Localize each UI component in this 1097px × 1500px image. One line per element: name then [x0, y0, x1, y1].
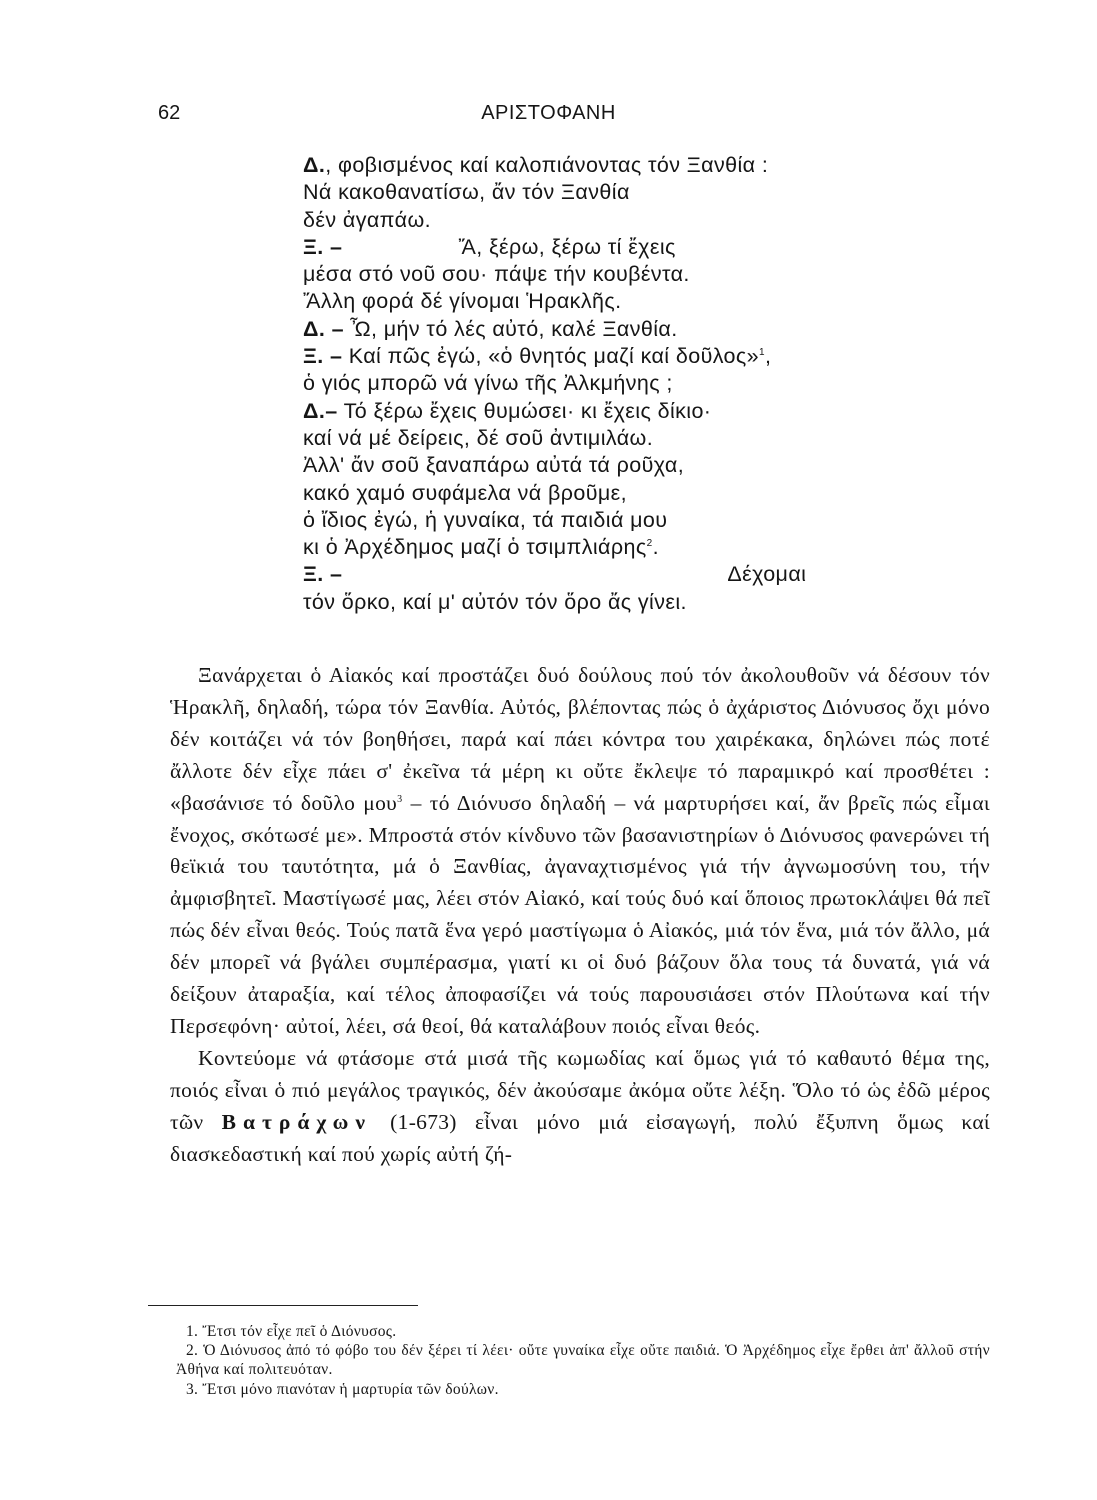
verse-line — [303, 343, 883, 370]
paragraph — [170, 1043, 990, 1171]
verse-text: Ὦ, μήν τό λές αὐτό, καλέ Ξανθία. — [350, 316, 678, 341]
speaker-label: Δ. – — [303, 316, 344, 341]
footnotes — [176, 1322, 990, 1399]
verse-line — [303, 234, 883, 261]
verse-punct: . — [652, 535, 659, 560]
verse-line — [303, 316, 883, 343]
verse-line: τόν ὅρκο, καί μ' αὐτόν τόν ὅρο ἄς γίνει. — [303, 589, 687, 614]
running-title: ΑΡΙΣΤΟΦΑΝΗ — [481, 102, 616, 124]
page-number: 62 — [158, 102, 181, 124]
paragraph-text: – τό Διόνυσο δηλαδή – νά μαρτυρήσει καί, ἄν βρεῖς πώς εἶμαι ἔνοχος, σκότωσέ με». Μπροστά στόν κίνδυνο τῶν βασανιστηρίων ὁ Διόνυσος φανερώνει τή θεϊκιά του ταυτότητα, μά ὁ Ξανθίας, ἀγαναχτισμένος γιά τήν ἀγνωμοσύνη του, τήν ἀμφισβητεῖ. Μαστίγωσέ μας, λέει στόν Αἰακό, καί τούς δυό καί ὅποιος πρωτοκλάψει θά πεῖ πώς δέν εἶναι θεός. Τούς πατᾶ ἕνα γερό μαστίγωμα ὁ Αἰακός, μιά τόν ἕνα, μιά τόν ἄλλο, μά δέν μπορεῖ νά βγάλει συμπέρασμα, γιατί κι οἱ δυό βάζουν ὅλα τους τά δυνατά, γιά νά δείξουν ἀταραξία, καί τέλος ἀποφασίζει νά τούς παρουσιάσει στόν Πλούτωνα καί τήν Περσεφόνη· αὐτοί, λέει, σά θεοί, θά καταλάβουν ποιός εἶναι θεός. — [170, 790, 990, 1038]
footnote: 1. Ἔτσι τόν εἶχε πεῖ ὁ Διόνυσος. — [186, 1323, 397, 1340]
verse-line: Ἀλλ' ἄν σοῦ ξαναπάρω αὐτά τά ροῦχα, — [303, 453, 685, 478]
speaker-label: Ξ. – — [303, 234, 343, 259]
verse-line — [303, 561, 883, 588]
paragraph-text: Ξανάρχεται ὁ Αἰακός καί προστάζει δυό δούλους πού τόν ἀκολουθοῦν νά δέσουν τόν Ἡρακλῆ, δηλαδή, τώρα τόν Ξανθία. Αὐτός, βλέποντας πώς ὁ ἀχάριστος Διόνυσος ὄχι μόνο δέν κοιτάζει νά τόν βοηθήσει, παρά καί πάει κόντρα του χαιρέκακα, δηλώνει πώς ποτέ ἄλλοτε δέν εἶχε πάει σ' ἐκεῖνα τά μέρη κι οὔτε ἔκλεψε τό παραμικρό καί προσθέτει : «βασάνισε τό δοῦλο μου — [170, 663, 990, 815]
paragraph-text: Κοντεύομε νά φτάσομε στά μισά τῆς κωμωδίας καί ὅμως γιά τό καθαυτό θέμα της, ποιός εἶναι ὁ πιό μεγάλος τραγικός, δέν ἀκούσαμε ἀκόμα οὔτε λέξη. Ὅλο τό ὡς ἐδῶ μέρος τῶν — [170, 1045, 990, 1134]
verse-line — [303, 534, 883, 561]
speaker-label: Δ.– — [303, 398, 338, 423]
footnote-rule — [148, 1305, 418, 1306]
verse-punct: , — [765, 344, 772, 369]
footnote-ref: 1 — [759, 346, 766, 358]
verse-line: καί νά μέ δείρεις, δέ σοῦ ἀντιμιλάω. — [303, 425, 654, 450]
footnote-ref: 3 — [397, 793, 403, 805]
verse-line: δέν ἀγαπάω. — [303, 207, 432, 232]
spaced-title: Βατράχων — [221, 1109, 372, 1134]
verse-line: μέσα στό νοῦ σου· πάψε τήν κουβέντα. — [303, 262, 690, 287]
verse-text: Τό ξέρω ἔχεις θυμώσει· κι ἔχεις δίκιο· — [343, 398, 712, 423]
verse-line: ὁ ἴδιος ἐγώ, ἡ γυναίκα, τά παιδιά μου — [303, 507, 668, 532]
verse-text: Ἄ, ξέρω, ξέρω τί ἔχεις — [458, 234, 676, 259]
stage-direction: , φοβισμένος καί καλοπιάνοντας τόν Ξανθία : — [325, 153, 769, 177]
verse-line: ὁ γιός μπορῶ νά γίνω τῆς Ἀλκμήνης ; — [303, 371, 673, 396]
verse-line — [303, 152, 883, 179]
speaker-label: Δ. — [303, 153, 326, 177]
paragraph — [170, 660, 990, 1043]
verse-line — [303, 398, 883, 425]
verse-line: Νά κακοθανατίσω, ἄν τόν Ξανθία — [303, 180, 630, 205]
body-text — [170, 660, 990, 1171]
speaker-label: Ξ. – — [303, 344, 343, 369]
speaker-label: Ξ. – — [303, 562, 343, 587]
footnote-ref: 2 — [646, 538, 653, 549]
footnote: 2. Ὁ Διόνυσος ἀπό τό φόβο του δέν ξέρει τί λέει· οὔτε γυναίκα εἶχε οὔτε παιδιά. Ὁ Ἀρχέδημος εἶχε ἔρθει ἀπ' ἄλλοῦ στήν Ἀθήνα καί πολιτευόταν. — [176, 1342, 990, 1379]
verse-text: κι ὁ Ἀρχέδημος μαζί ὁ τσιμπλιάρης — [303, 535, 647, 560]
verse-text: Καί πῶς ἐγώ, «ὁ θνητός μαζί καί δοῦλος» — [348, 344, 760, 369]
verse-line: κακό χαμό συφάμελα νά βροῦμε, — [303, 480, 628, 505]
verse-block — [303, 152, 883, 616]
footnote: 3. Ἔτσι μόνο πιανόταν ἡ μαρτυρία τῶν δούλων. — [186, 1380, 499, 1398]
verse-text: Δέχομαι — [727, 562, 807, 587]
paragraph-text: (1-673) εἶναι μόνο μιά εἰσαγωγή, πολύ ἔξυπνη ὅμως καί διασκεδαστική καί πού χωρίς αὐτή ζή- — [170, 1109, 990, 1166]
verse-line: Ἄλλη φορά δέ γίνομαι Ἡρακλῆς. — [303, 289, 622, 314]
